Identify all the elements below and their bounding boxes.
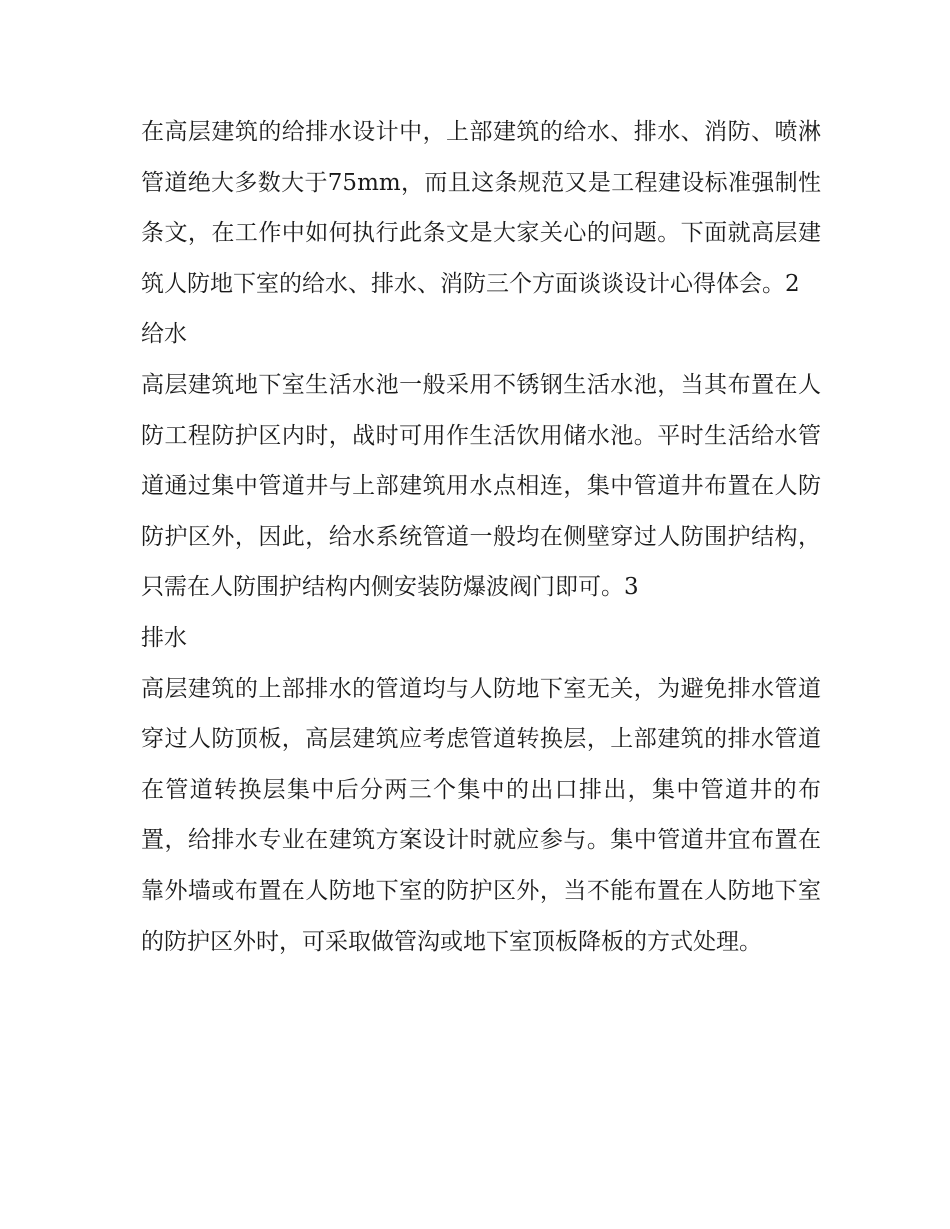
section-body-drainage: 高层建筑的上部排水的管道均与人防地下室无关，为避免排水管道穿过人防顶板，高层建筑应考虑管道转换层，上部建筑的排水管道在管道转换层集中后分两三个集中的出口排出，集中管道井的布置，给排水专业在建筑方案设计时就应参与。集中管道井宜布置在靠外墙或布置在人防地下室的防护区外，当不能布置在人防地下室的防护区外时，可采取做管沟或地下室顶板降板的方式处理。 — [141, 675, 821, 955]
document-page — [141, 107, 821, 967]
section-heading-drainage: 排水 — [141, 624, 187, 651]
section-heading-water-supply: 给水 — [141, 321, 187, 348]
intro-paragraph: 在高层建筑的给排水设计中，上部建筑的给水、排水、消防、喷淋管道绝大多数大于75mm，而且这条规范又是工程建设标准强制性条文，在工作中如何执行此条文是大家关心的问题。下面就高层建筑人防地下室的给水、排水、消防三个方面谈谈设计心得体会。2 — [141, 119, 821, 297]
section-body-water-supply: 高层建筑地下室生活水池一般采用不锈钢生活水池，当其布置在人防工程防护区内时，战时可用作生活饮用储水池。平时生活给水管道通过集中管道井与上部建筑用水点相连，集中管道井布置在人防防护区外，因此，给水系统管道一般均在侧壁穿过人防围护结构，只需在人防围护结构内侧安装防爆波阀门即可。3 — [141, 371, 821, 601]
